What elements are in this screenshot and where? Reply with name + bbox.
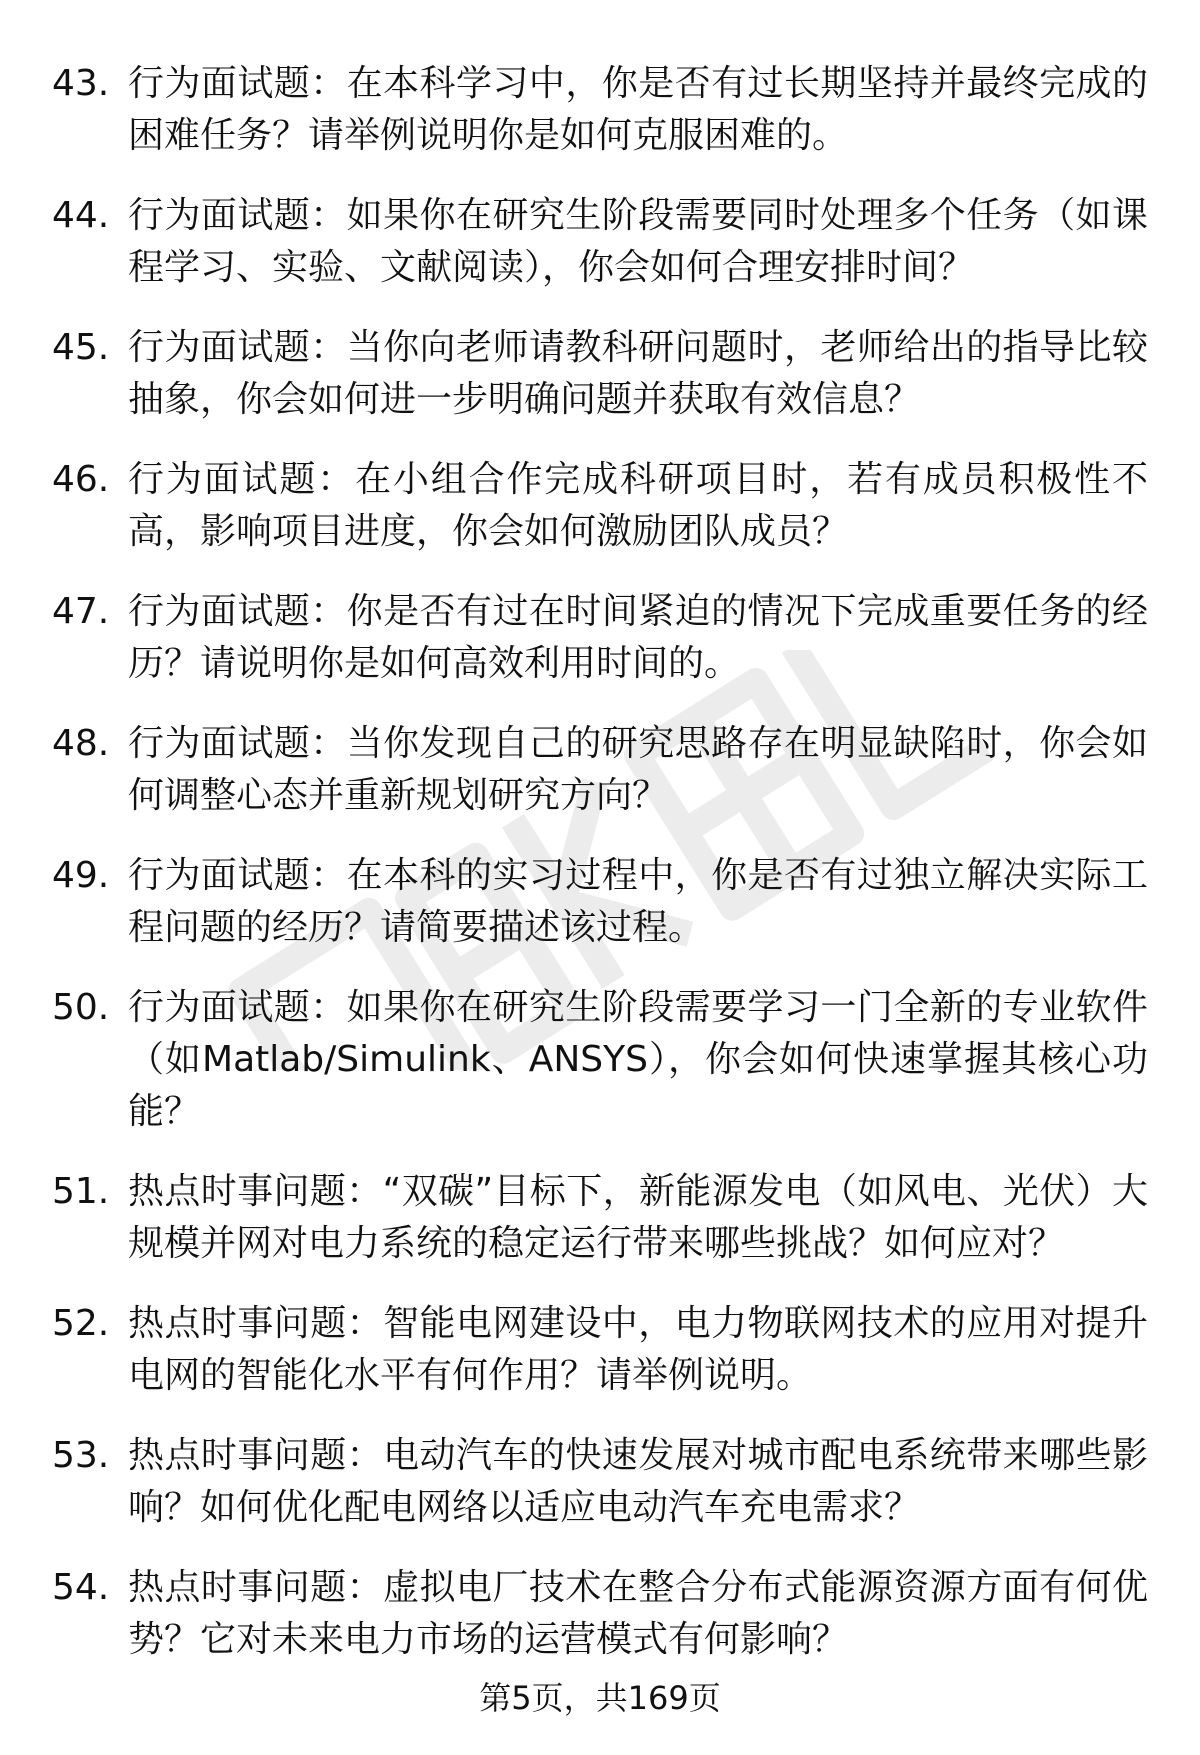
question-number: 43.: [52, 63, 110, 104]
question-number: 47.: [52, 591, 110, 632]
question-44: [52, 190, 1148, 294]
question-text: 热点时事问题：智能电网建设中，电力物联网技术的应用对提升电网的智能化水平有何作用？请举例说明。: [128, 1303, 1148, 1396]
question-47: [52, 586, 1148, 690]
question-text: 行为面试题：你是否有过在时间紧迫的情况下完成重要任务的经历？请说明你是如何高效利用时间的。: [128, 591, 1148, 684]
question-text: 行为面试题：当你发现自己的研究思路存在明显缺陷时，你会如何调整心态并重新规划研究方向？: [128, 723, 1148, 816]
question-text: 行为面试题：在本科的实习过程中，你是否有过独立解决实际工程问题的经历？请简要描述该过程。: [128, 855, 1148, 948]
question-text: 行为面试题：当你向老师请教科研问题时，老师给出的指导比较抽象，你会如何进一步明确问题并获取有效信息？: [128, 327, 1148, 420]
question-text: 行为面试题：如果你在研究生阶段需要同时处理多个任务（如课程学习、实验、文献阅读），你会如何合理安排时间？: [128, 195, 1148, 288]
question-51: [52, 1166, 1148, 1270]
question-text: 行为面试题：如果你在研究生阶段需要学习一门全新的专业软件（如Matlab/Simulink、ANSYS），你会如何快速掌握其核心功能？: [128, 987, 1148, 1132]
question-46: [52, 454, 1148, 558]
question-48: [52, 718, 1148, 822]
question-text: 热点时事问题：电动汽车的快速发展对城市配电系统带来哪些影响？如何优化配电网络以适应电动汽车充电需求？: [128, 1435, 1148, 1528]
question-number: 51.: [52, 1171, 110, 1212]
page-footer: [0, 1676, 1200, 1720]
question-52: [52, 1298, 1148, 1402]
question-number: 49.: [52, 855, 110, 896]
page-number-label: 第5页，共169页: [479, 1679, 721, 1717]
question-number: 52.: [52, 1303, 110, 1344]
question-number: 53.: [52, 1435, 110, 1476]
question-number: 54.: [52, 1567, 110, 1608]
question-number: 48.: [52, 723, 110, 764]
question-number: 45.: [52, 327, 110, 368]
question-43: [52, 58, 1148, 162]
question-list: [52, 58, 1148, 1694]
question-text: 行为面试题：在本科学习中，你是否有过长期坚持并最终完成的困难任务？请举例说明你是如何克服困难的。: [128, 63, 1148, 156]
question-54: [52, 1562, 1148, 1666]
question-53: [52, 1430, 1148, 1534]
question-number: 46.: [52, 459, 110, 500]
question-50: [52, 982, 1148, 1138]
question-text: 热点时事问题：虚拟电厂技术在整合分布式能源资源方面有何优势？它对未来电力市场的运营模式有何影响？: [128, 1567, 1148, 1660]
question-number: 44.: [52, 195, 110, 236]
question-text: 行为面试题：在小组合作完成科研项目时，若有成员积极性不高，影响项目进度，你会如何激励团队成员？: [128, 459, 1148, 552]
question-45: [52, 322, 1148, 426]
question-number: 50.: [52, 987, 110, 1028]
question-text: 热点时事问题：“双碳”目标下，新能源发电（如风电、光伏）大规模并网对电力系统的稳定运行带来哪些挑战？如何应对？: [128, 1171, 1148, 1264]
question-49: [52, 850, 1148, 954]
